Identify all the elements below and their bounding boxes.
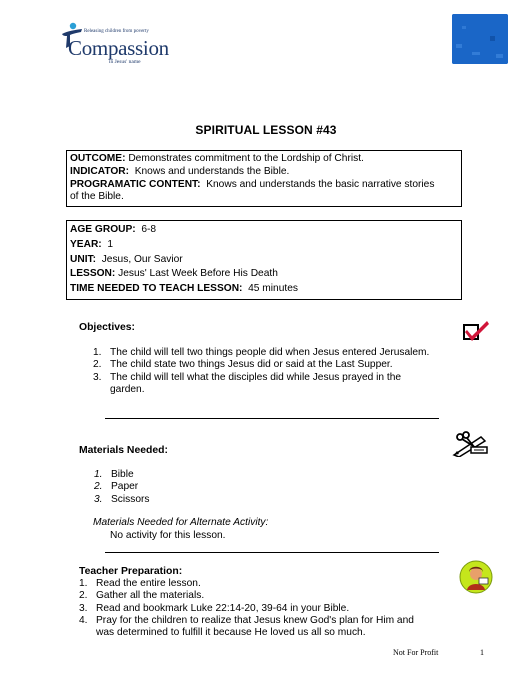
objectives-list [93,347,453,396]
indicator-label: INDICATOR: [70,165,130,177]
program-text: Knows and understands the basic narrative stories [206,178,435,190]
list-item: 3. The child will tell what the disciples did while Jesus prayed in the garden. [93,371,402,395]
time-label: TIME NEEDED TO TEACH LESSON: [70,283,243,295]
list-item: 2. The child state two things Jesus did or said at the Last Supper. [93,359,393,371]
logo-name: Compassion [68,36,169,60]
prep-heading: Teacher Preparation: [79,566,183,577]
compassion-logo [54,22,169,66]
divider [105,418,439,419]
lesson-info-box [66,220,462,300]
outcome-label: OUTCOME: [70,153,126,164]
materials-heading: Materials Needed: [79,445,168,456]
brand-square [452,14,508,64]
indicator-text: Knows and understands the Bible. [134,165,290,177]
divider [105,552,439,553]
lesson-value: Jesus' Last Week Before His Death [118,268,278,280]
alt-materials-text: No activity for this lesson. [110,530,226,541]
unit-label: UNIT: [70,253,97,265]
footer-not-for-profit: Not For Profit [393,648,439,657]
list-item: 3. Scissors [94,493,150,505]
checkbox-check-icon [462,319,490,343]
page-number: 1 [480,648,484,657]
alt-materials-label: Materials Needed for Alternate Activity: [93,517,269,528]
materials-list [94,469,294,506]
teacher-icon [459,560,493,594]
age-label: AGE GROUP: [70,224,136,235]
objectives-heading: Objectives: [79,322,136,333]
list-item: 1. Read the entire lesson. [79,578,201,589]
list-item: 1. Bible [94,469,134,480]
outcome-box [66,150,462,207]
list-item: 3. Read and bookmark Luke 22:14-20, 39-64 in your Bible. [79,602,350,614]
age-value: 6-8 [141,224,157,235]
pencil-scissors-icon [451,431,489,457]
year-value: 1 [107,238,114,250]
program-label: PROGRAMATIC CONTENT: [70,178,201,190]
prep-list [79,578,449,639]
list-item: 2. Gather all the materials. [79,590,205,602]
list-item: 4. Pray for the children to realize that Jesus knew God's plan for Him and was determined to fulfill it because He loved us all so much. [79,614,414,639]
unit-value: Jesus, Our Savior [101,253,183,265]
lesson-label: LESSON: [70,268,116,280]
brand-square-texture [452,14,508,64]
logo-tagline: Releasing children from poverty [84,29,149,34]
logo-subline: in Jesus' name [109,59,141,65]
list-item: 1. The child will tell two things people did when Jesus entered Jerusalem. [93,347,430,358]
year-label: YEAR: [70,238,102,250]
outcome-text: Demonstrates commitment to the Lordship of Christ. [128,153,364,164]
program-text-cont: of the Bible. [70,191,124,203]
list-item: 2. Paper [94,481,139,493]
page-title: SPIRITUAL LESSON #43 [195,123,337,137]
time-value: 45 minutes [248,283,298,295]
